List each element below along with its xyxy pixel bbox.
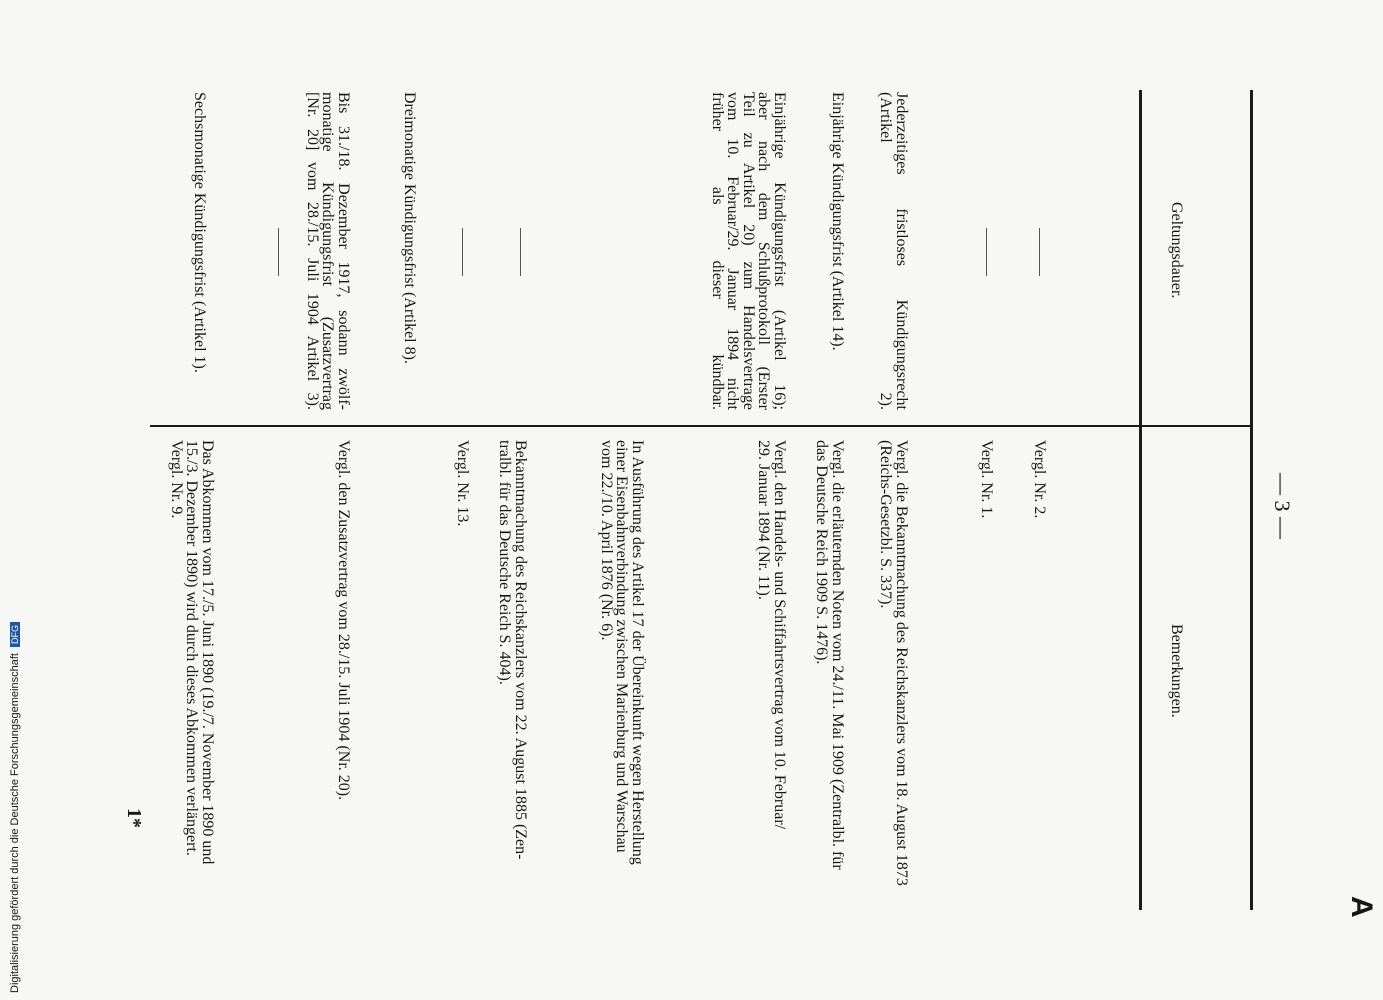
remark-row-5: Vergl. den Handels- und Schiffahrtsvertrag vom 10. Februar/ 29. Januar 1894 (Nr. 11). xyxy=(755,440,788,830)
remark-row-10: Das Abkommen vom 17./5. Juni 1890 (19./7. November 1890 und 15./3. Dezember 1890) wird durch dieses Abkommen verlängert. Vergl. Nr. 9. xyxy=(168,440,216,865)
dash xyxy=(520,228,521,276)
validity-row-8: Dreimonatige Kündigungsfrist (Artikel 8). xyxy=(401,92,418,364)
header-validity: Geltungsdauer. xyxy=(1168,202,1185,299)
corner-mark: A xyxy=(1345,896,1378,918)
remark-row-4: Vergl. die erläuternden Noten vom 24./11. Mai 1909 (Zentralbl. für das Deutsche Reich 1909 S. 1476). xyxy=(813,440,846,870)
remark-row-9: Vergl. den Zusatzvertrag vom 28./15. Juli 1904 (Nr. 20). xyxy=(335,440,352,801)
header-rule xyxy=(1139,90,1142,910)
remark-row-7: Bekanntmachung des Reichskanzlers vom 22. August 1885 (Zen- tralbl. für das Deutsche Reich S. 404). xyxy=(496,440,529,860)
top-rule xyxy=(1250,90,1253,910)
header-remarks: Bemerkungen. xyxy=(1168,624,1185,718)
column-divider xyxy=(150,425,1250,427)
remark-row-1: Vergl. Nr. 2. xyxy=(1031,440,1048,519)
validity-row-9: Bis 31./18. Dezember 1917, sodann zwölf- monatige Kündigungsfrist (Zusatzvertrag [Nr. 20] vom 28./15. Juli 1904 Artikel 3). xyxy=(304,92,352,410)
dfg-logo: DFG xyxy=(10,622,20,647)
remark-row-8: Vergl. Nr. 13. xyxy=(454,440,471,527)
validity-row-5: Einjährige Kündigungsfrist (Artikel 16); aber nach dem Schlußprotokoll (Erster Teil zu Artikel 20) zum Handelsvertrage vom 10. Februar/29. Januar 1894 nicht früher als dieser kündbar. xyxy=(709,92,788,410)
remark-row-2: Vergl. Nr. 1. xyxy=(978,440,995,519)
remark-row-6: In Ausführung des Artikel 17 der Übereinkunft wegen Herstellung einer Eisenbahnverbindung zwischen Marienburg und Warschau vom 22./10. April 1876 (Nr. 6). xyxy=(598,440,646,865)
validity-row-4: Einjährige Kündigungsfrist (Artikel 14). xyxy=(829,92,846,351)
page-number: — 3 — xyxy=(1270,473,1295,539)
footer-credit xyxy=(9,622,21,993)
validity-row-3: Jederzeitiges fristloses Kündigungsrecht (Artikel 2). xyxy=(877,92,910,410)
signature-mark: 1* xyxy=(123,808,145,828)
footer-text: Digitalisierung gefördert durch die Deutsche Forschungsgemeinschaft xyxy=(9,653,21,993)
remark-row-3: Vergl. die Bekanntmachung des Reichskanzlers vom 18. August 1873 (Reichs-Gesetzbl. S. 337). xyxy=(877,440,910,886)
dash xyxy=(462,228,463,276)
dash xyxy=(986,228,987,276)
dash xyxy=(1039,228,1040,276)
validity-row-10: Sechsmonatige Kündigungsfrist (Artikel 1). xyxy=(191,92,208,373)
dash xyxy=(278,228,279,276)
